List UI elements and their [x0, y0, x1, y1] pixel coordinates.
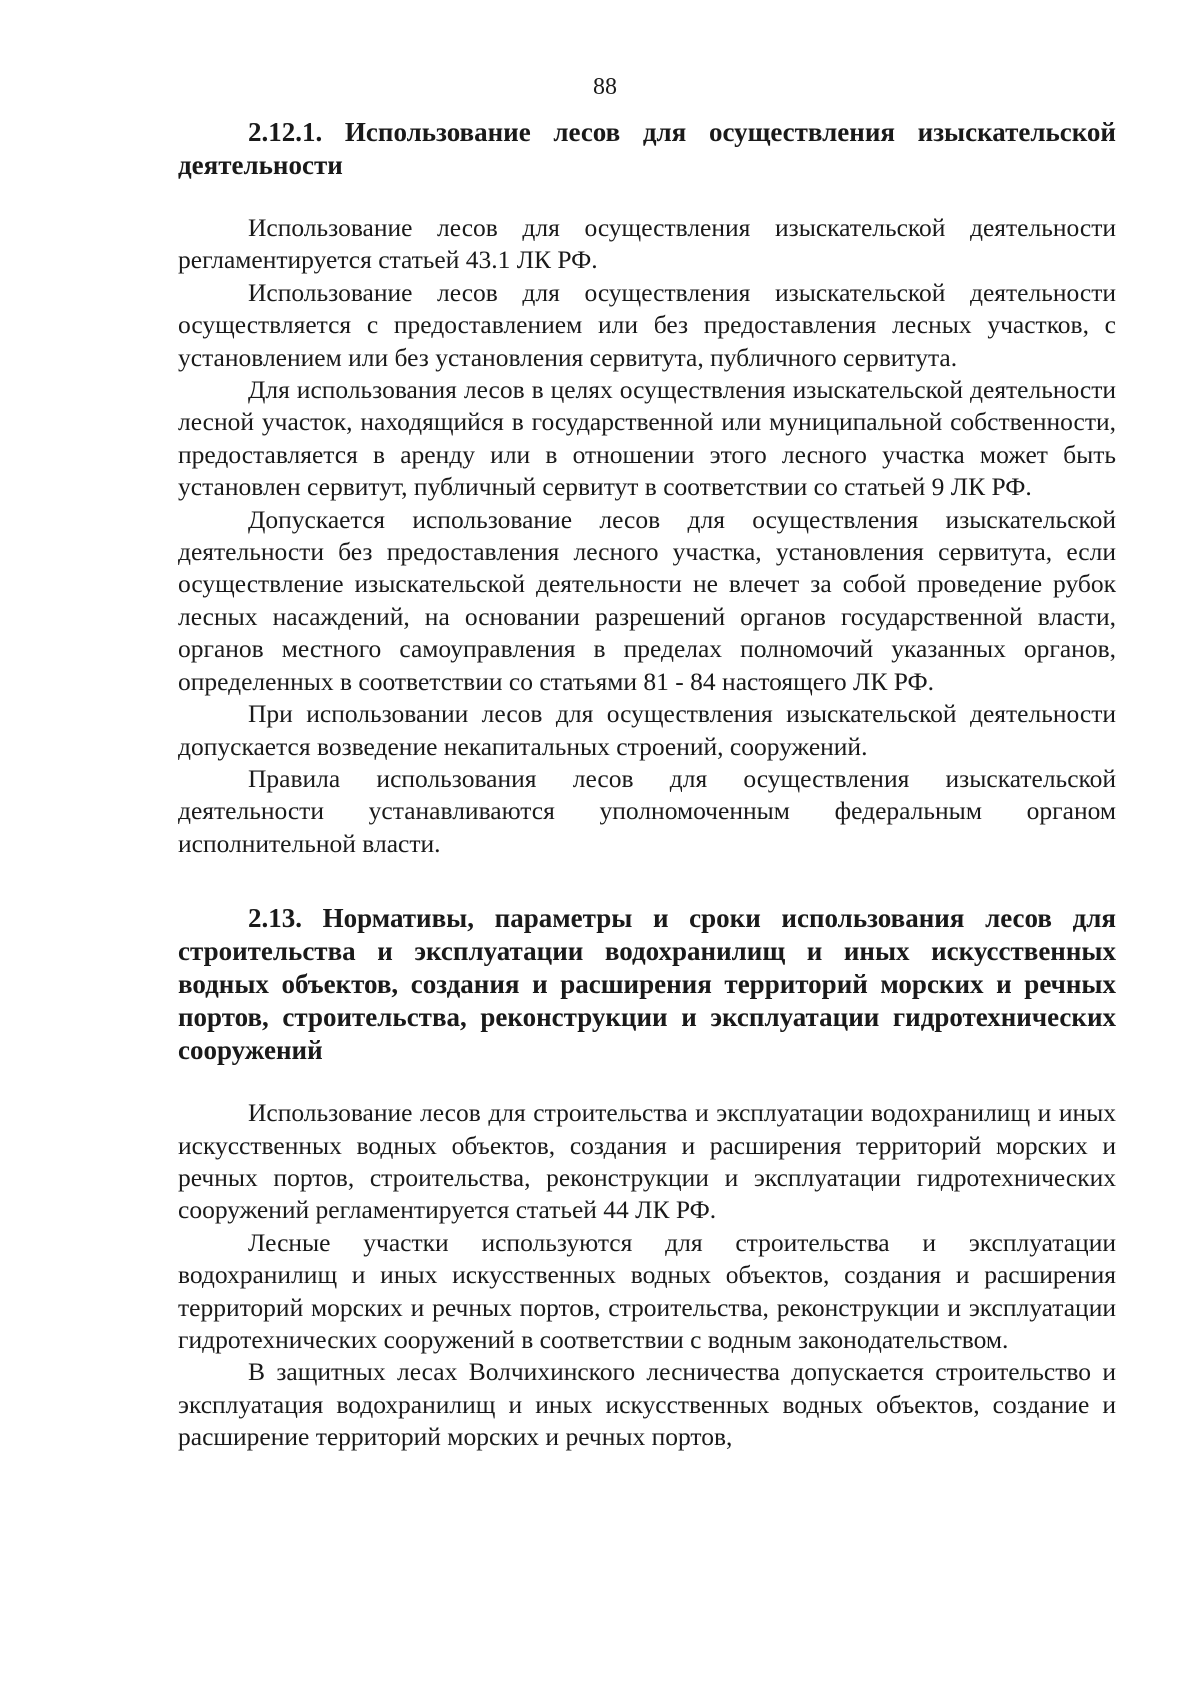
section-body — [178, 1097, 1116, 1453]
paragraph: При использовании лесов для осуществления изыскательской деятельности допускается возведение некапитальных строений, сооружений. — [178, 699, 1116, 761]
paragraph: Использование лесов для осуществления изыскательской деятельности осуществляется с предоставлением или без предоставления лесных участков, с установлением или без установления сервитута, публичного сервитута. — [178, 277, 1116, 372]
page-content — [178, 116, 1116, 1454]
paragraph: Допускается использование лесов для осуществления изыскательской деятельности без предоставления лесного участка, установления сервитута, если осуществление изыскательской деятельности не влечет за собой проведение рубок лесных насаждений, на основании разрешений органов государственной власти, органов местного самоуправления в пределах полномочий указанных органов, определенных в соответствии со статьями 81 - 84 настоящего ЛК РФ. — [178, 504, 1116, 696]
page-number: 88 — [593, 74, 617, 100]
paragraph: Для использования лесов в целях осуществления изыскательской деятельности лесной участок, находящийся в государственной или муниципальной собственности, предоставляется в аренду или в отношении этого лесного участка может быть установлен сервитут, публичный сервитут в соответствии со статьей 9 ЛК РФ. — [178, 375, 1116, 502]
section-body — [178, 212, 1116, 860]
section-heading: 2.13. Нормативы, параметры и сроки использования лесов для строительства и эксплуатации водохранилищ и иных искусственных водных объектов, создания и расширения территорий морских и речных портов, строительства, реконструкции и эксплуатации гидротехнических сооружений — [178, 903, 1116, 1066]
paragraph: Лесные участки используются для строительства и эксплуатации водохранилищ и иных искусственных водных объектов, создания и расширения территорий морских и речных портов, строительства, реконструкции и эксплуатации гидротехнических сооружений в соответствии с водным законодательством. — [178, 1227, 1116, 1354]
paragraph: В защитных лесах Волчихинского лесничества допускается строительство и эксплуатация водохранилищ и иных искусственных водных объектов, создание и расширение территорий морских и речных портов, — [178, 1357, 1116, 1452]
paragraph: Использование лесов для осуществления изыскательской деятельности регламентируется статьей 43.1 ЛК РФ. — [178, 213, 1116, 275]
paragraph: Правила использования лесов для осуществления изыскательской деятельности устанавливаются уполномоченным федеральным органом исполнительной власти. — [178, 763, 1116, 858]
section-heading: 2.12.1. Использование лесов для осуществления изыскательской деятельности — [178, 117, 1116, 180]
section-2-13 — [178, 902, 1116, 1453]
section-2-12-1 — [178, 116, 1116, 860]
paragraph: Использование лесов для строительства и эксплуатации водохранилищ и иных искусственных водных объектов, создания и расширения территорий морских и речных портов, строительства, реконструкции и эксплуатации гидротехнических сооружений регламентируется статьей 44 ЛК РФ. — [178, 1098, 1116, 1225]
